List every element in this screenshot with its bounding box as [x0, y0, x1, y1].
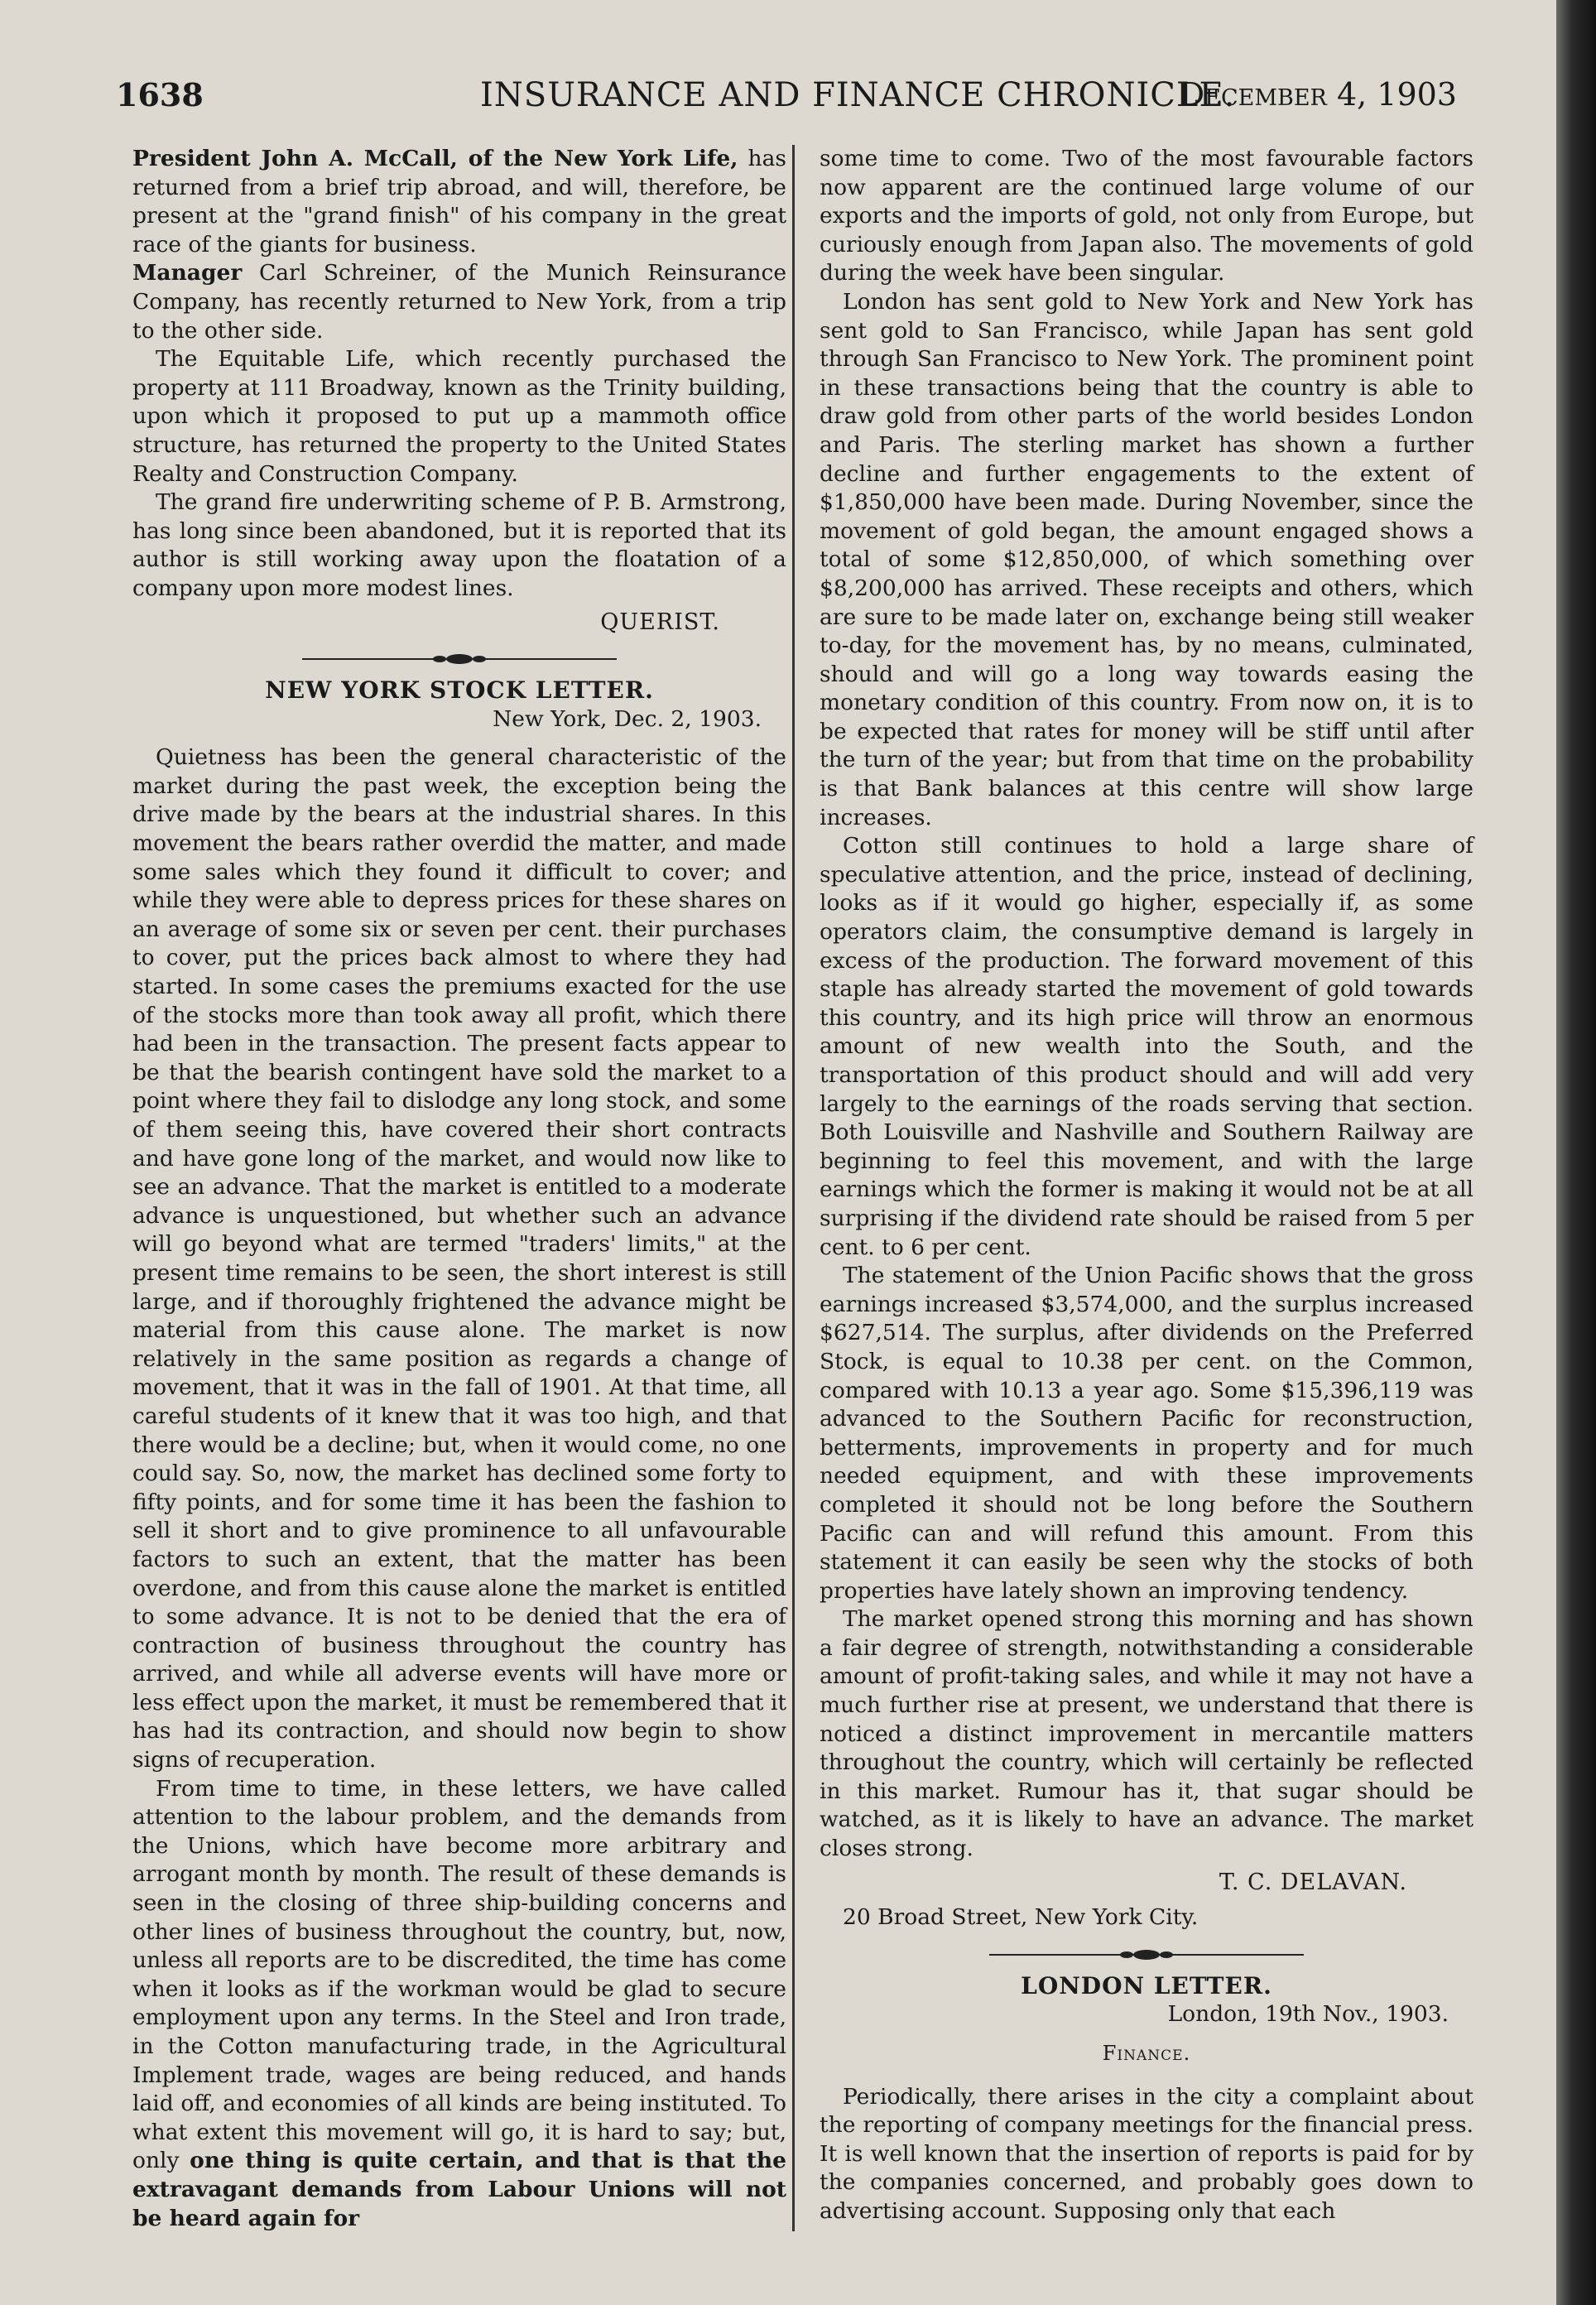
section-title-london-letter: LONDON LETTER. [1021, 1971, 1272, 1999]
paragraph-body: From time to time, in these letters, we have called attention to the labour problem, and the demands from the Unions, which have become more arbitrary and arrogant month by month. The result of these demands is seen in the closing of three ship-building concerns and other lines of business throughout the country, but, now, unless all reports are to be discredited, the time has come when it looks as if the workman would be glad to secure employment upon any terms. In the Steel and Iron trade, in the Cotton manufacturing trade, in the Agricultural Implement trade, wages are being reduced, and hands laid off, and economies of all kinds are being instituted. To what extent this movement will go, it is hard to say; but, only [132, 1775, 786, 2174]
left-column [132, 145, 786, 2233]
dateline-london: London, 19th Nov., 1903. [1167, 2001, 1449, 2028]
paragraph-labour-problem [132, 1775, 786, 2234]
paragraph-union-pacific: The statement of the Union Pacific shows that the gross earnings increased $3,574,000, and the surplus increased $627,514. The surplus, after dividends on the Preferred Stock, is equal to 10.38 per cent. on the Common, compared with 10.13 a year ago. Some $15,396,119 was advanced to the Southern Pacific for reconstruction, betterments, improvements in property and for much needed equipment, and with these improvements completed it should not be long before the Southern Pacific can and will refund this amount. From this statement it can easily be seen why the stocks of both properties have lately shown an improving tendency. [820, 1263, 1473, 1604]
paragraph-favourable-factors: some time to come. Two of the most favourable factors now apparent are the continued large volume of our exports and the imports of gold, not only from Europe, but curiously enough from Japan also. The movements of gold during the week have been singular. [820, 146, 1473, 286]
paragraph-armstrong: The grand fire underwriting scheme of P. B. Armstrong, has long since been abandoned, but it is reported that its author is still working away upon the floatation of a company upon more modest lines. [132, 489, 786, 601]
dateline-new-york: New York, Dec. 2, 1903. [493, 705, 762, 732]
paragraph-lead: President John A. McCall, of the New York Life, [132, 146, 738, 171]
right-column [820, 145, 1473, 2226]
page-binding-edge [1556, 0, 1596, 2305]
section-title-stock-letter: NEW YORK STOCK LETTER. [265, 676, 654, 705]
paragraph-emphasis: one thing is quite certain, and that is that the extravagant demands from Labour Unions will not be heard again for [132, 2148, 786, 2231]
paragraph-company-meetings: Periodically, there arises in the city a complaint about the reporting of company meetings for the financial press. It is well known that the insertion of reports is paid for by the companies concerned, and probably goes down to advertising account. Supposing only that each [820, 2083, 1473, 2224]
signature-delavan: T. C. DELAVAN. [1219, 1869, 1407, 1895]
paragraph-body: Carl Schreiner, of the Munich Reinsurance Company, has recently returned to New York, from a trip to the other side. [132, 260, 786, 344]
page-header [116, 76, 1457, 118]
masthead-title: INSURANCE AND FINANCE CHRONICLE. [480, 76, 1236, 114]
section-ornament [302, 652, 617, 666]
paragraph-gold-movements: London has sent gold to New York and New York has sent gold to San Francisco, while Japan has sent gold through San Francisco to New York. The prominent point in these transactions being that the country is able to draw gold from other parts of the world besides London and Paris. The sterling market has shown a further decline and further engagements to the extent of $1,850,000 have been made. During November, since the movement of gold began, the amount engaged shows a total of some $12,850,000, of which something over $8,200,000 has arrived. These receipts and others, which are sure to be made later on, exchange being still weaker to-day, for the movement has, by no means, culminated, should and will go a long way towards easing the monetary condition of this country. From now on, it is to be expected that rates for money will be stiff until after the turn of the year; but from that time on the probability is that Bank balances at this centre will show large increases. [820, 288, 1473, 830]
paragraph-equitable: The Equitable Life, which recently purchased the property at 111 Broadway, known as the Trinity building, upon which it proposed to put up a mammoth office structure, has returned the property to the United States Realty and Construction Company. [132, 346, 786, 487]
paragraph-body: has returned from a brief trip abroad, and will, therefore, be present at the "grand finish" of his company in the great race of the giants for business. [132, 146, 786, 257]
column-divider [792, 145, 795, 2231]
signature-querist: QUERIST. [600, 609, 720, 635]
issue-date: December 4, 1903 [1179, 76, 1457, 113]
paragraph-market-quietness: Quietness has been the general characteristic of the market during the past week, the exception being the drive made by the bears at the industrial shares. In this movement the bears rather overdid the matter, and made some sales which they found it difficult to cover; and while they were able to depress prices for these shares on an average of some six or seven per cent. their purchases to cover, put the prices back almost to where they had started. In some cases the premiums exacted for the use of the stocks more than took away all profit, which there had been in the transaction. The present facts appear to be that the bearish contingent have sold the market to a point where they fail to dislodge any long stock, and some of them seeing this, have covered their short contracts and have gone long of the market, and would now like to see an advance. That the market is entitled to a moderate advance is unquestioned, but whether such an advance will go beyond what are termed "traders' limits," at the present time remains to be seen, the short interest is still large, and if thoroughly frightened the advance might be material from this cause alone. The market is now relatively in the same position as regards a change of movement, that it was in the fall of 1901. At that time, all careful students of it knew that it was too high, and that there would be a decline; but, when it would come, no one could say. So, now, the market has declined some forty to fifty points, and for some time it has been the fashion to sell it short and to give prominence to all unfavourable factors to such an extent, that the matter has been overdone, and from this cause alone the market is entitled to some advance. It is not to be denied that the era of contraction of business throughout the country has arrived, and while all adverse events will have more or less effect upon the market, it must be remembered that it has had its contraction, and should now begin to show signs of recuperation. [132, 744, 786, 1773]
paragraph-mccall [132, 145, 786, 259]
subhead-finance: Finance. [1102, 2042, 1191, 2065]
address-line: 20 Broad Street, New York City. [843, 1904, 1199, 1931]
page-number: 1638 [116, 76, 204, 113]
section-ornament [989, 1947, 1304, 1962]
paragraph-schreiner [132, 259, 786, 345]
paragraph-market-opened: The market opened strong this morning and has shown a fair degree of strength, notwithstanding a considerable amount of profit-taking sales, and while it may not have a much further rise at present, we understand that there is noticed a distinct improvement in mercantile matters throughout the country, which will certainly be reflected in this market. Rumour has it, that sugar should be watched, as it is likely to have an advance. The market closes strong. [820, 1606, 1473, 1862]
paragraph-cotton: Cotton still continues to hold a large share of speculative attention, and the price, instead of declining, looks as if it would go higher, especially if, as some operators claim, the consumptive demand is largely in excess of the production. The forward movement of this staple has already started the movement of gold towards this country, and its high price will throw an enormous amount of new wealth into the South, and the transportation of this product should and will add very largely to the earnings of the roads serving that section. Both Louisville and Nashville and Southern Railway are beginning to feel this movement, and with the large earnings which the former is making it would not be at all surprising if the dividend rate should be raised from 5 per cent. to 6 per cent. [820, 833, 1473, 1260]
paragraph-lead: Manager [132, 260, 243, 286]
